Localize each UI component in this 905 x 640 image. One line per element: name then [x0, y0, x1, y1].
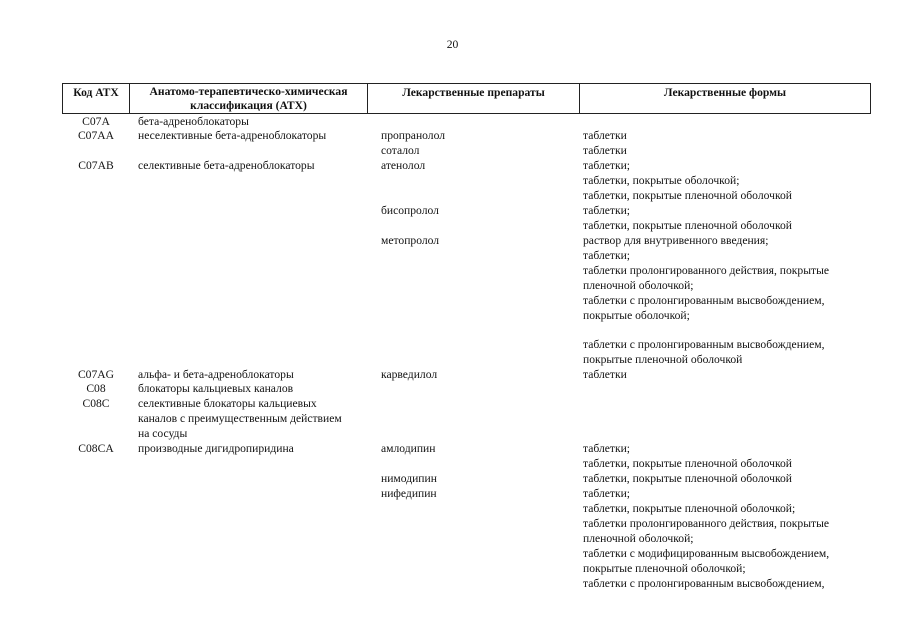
drug-name: соталол — [381, 144, 420, 157]
dosage-form: таблетки — [583, 368, 627, 381]
dosage-form: таблетки, покрытые пленочной оболочкой — [583, 219, 792, 232]
page-number: 20 — [446, 38, 459, 51]
dosage-form: таблетки пролонгированного действия, покрытые — [583, 517, 830, 530]
atc-code: C07AA — [77, 129, 115, 142]
atc-code: C08 — [86, 382, 106, 395]
header-code — [62, 84, 130, 113]
header-drugs — [368, 84, 580, 113]
dosage-form: таблетки с модифицированным высвобождением, — [583, 547, 830, 560]
dosage-form: таблетки; — [583, 159, 631, 172]
dosage-form: таблетки, покрытые пленочной оболочкой; — [583, 502, 796, 515]
classification-text: каналов с преимущественным действием — [138, 412, 342, 425]
header-classification-line-2: классификация (АТХ) — [190, 99, 307, 112]
dosage-form: покрытые оболочкой; — [583, 309, 690, 322]
dosage-form: таблетки — [583, 144, 627, 157]
drug-name: карведилол — [381, 368, 438, 381]
drug-name: метопролол — [381, 234, 440, 247]
dosage-form: таблетки пролонгированного действия, покрытые — [583, 264, 830, 277]
drug-name: пропранолол — [381, 129, 446, 142]
classification-text: неселективные бета-адреноблокаторы — [138, 129, 327, 142]
classification-text: бета-адреноблокаторы — [138, 115, 249, 128]
drug-name: атенолол — [381, 159, 426, 172]
atc-code: C07A — [82, 115, 110, 128]
dosage-form: таблетки — [583, 129, 627, 142]
header-forms — [580, 84, 871, 113]
atc-code: C07AG — [77, 368, 115, 381]
dosage-form: таблетки, покрытые оболочкой; — [583, 174, 740, 187]
classification-text: селективные бета-адреноблокаторы — [138, 159, 315, 172]
drug-name: амлодипин — [381, 442, 436, 455]
dosage-form: таблетки, покрытые пленочной оболочкой — [583, 189, 792, 202]
dosage-form: пленочной оболочкой; — [583, 279, 694, 292]
dosage-form: таблетки с пролонгированным высвобождением, — [583, 577, 825, 590]
classification-text: на сосуды — [138, 427, 188, 440]
header-classification — [130, 84, 368, 113]
dosage-form: пленочной оболочкой; — [583, 532, 694, 545]
table-header — [62, 83, 871, 114]
classification-text: блокаторы кальциевых каналов — [138, 382, 294, 395]
dosage-form: покрытые пленочной оболочкой; — [583, 562, 746, 575]
dosage-form: таблетки, покрытые пленочной оболочкой — [583, 457, 792, 470]
atc-code: C08CA — [78, 442, 114, 455]
dosage-form: раствор для внутривенного введения; — [583, 234, 769, 247]
drug-name: бисопролол — [381, 204, 439, 217]
dosage-form: таблетки; — [583, 487, 631, 500]
atc-code: C07AB — [78, 159, 114, 172]
header-forms-label: Лекарственные формы — [663, 86, 787, 99]
header-code-label: Код АТХ — [73, 86, 119, 99]
drug-name: нимодипин — [381, 472, 437, 485]
dosage-form: таблетки; — [583, 442, 631, 455]
dosage-form: таблетки; — [583, 249, 631, 262]
dosage-form: таблетки с пролонгированным высвобождением, — [583, 294, 825, 307]
dosage-form: таблетки, покрытые пленочной оболочкой — [583, 472, 792, 485]
drug-name: нифедипин — [381, 487, 437, 500]
dosage-form: покрытые пленочной оболочкой — [583, 353, 743, 366]
classification-text: селективные блокаторы кальциевых — [138, 397, 317, 410]
header-classification-line-1: Анатомо-терапевтическо-химическая — [149, 85, 348, 98]
classification-text: производные дигидропиридина — [138, 442, 294, 455]
atc-code: C08C — [82, 397, 110, 410]
dosage-form: таблетки; — [583, 204, 631, 217]
header-drugs-label: Лекарственные препараты — [402, 86, 545, 99]
classification-text: альфа- и бета-адреноблокаторы — [138, 368, 294, 381]
dosage-form: таблетки с пролонгированным высвобождением, — [583, 338, 825, 351]
